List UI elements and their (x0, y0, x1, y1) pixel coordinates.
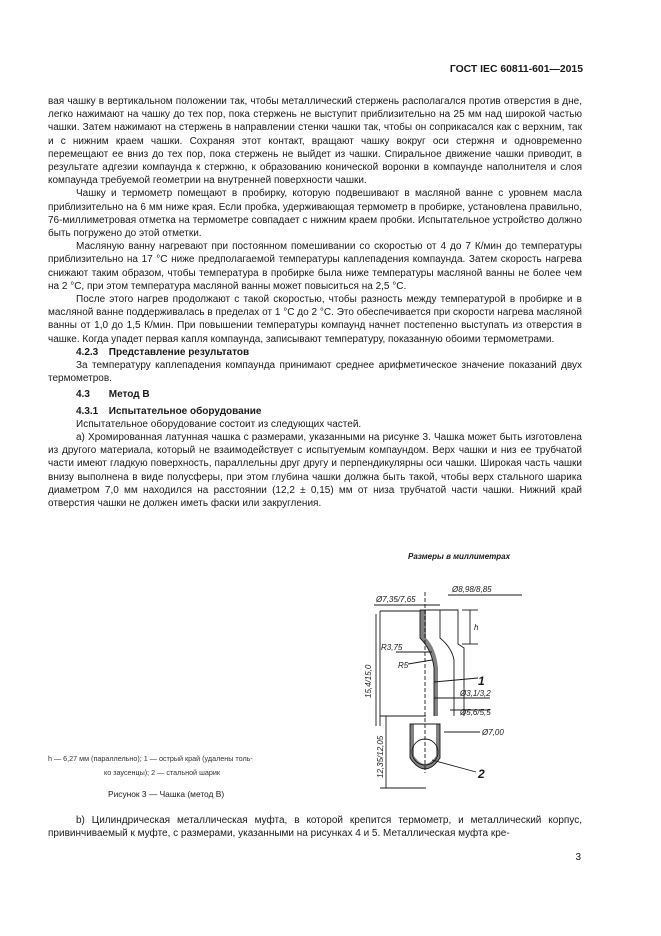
paragraph-item-a: а) Хромированная латунная чашка с размерами, указанными на рисунке 3. Чашка может быть изготовлена из другого материала, который не взаимодействует с испытуемым компаундом. Верх чашки и низ ее трубчатой части имеют гладкую поверхность, параллельны друг другу и перпендикулярны оси чашки. Широкая часть чашки внизу выполнена в виде полусферы, при этом глубина чашки должна быть такой, чтобы верх стального шарика диаметром 7,0 мм находился на расстоянии (12,2 ± 0,15) мм от низа трубчатой части чашки. Нижний край отверстия чашки не должен иметь фаски или закругления. (48, 432, 582, 510)
paragraph-results: За температуру каплепадения компаунда принимают среднее арифметическое значение показаний двух термометров. (48, 360, 582, 385)
dim-label: h (474, 623, 479, 632)
figure-legend (48, 752, 298, 780)
document-header: ГОСТ IEC 60811-601—2015 (449, 64, 583, 75)
page-number: 3 (575, 852, 581, 863)
paragraph-drop: После этого нагрев продолжают с такой скоростью, чтобы разность между температурой в пробирке и в масляной ванне поддерживалась в пределах от 1 °С до 2 °С. Это обеспечивается при скорости нагрева масляной ванны от 1,0 до 1,5 К/мин. При повышении температуры компаунд начнет постепенно выступать из отверстия в чашке. Когда упадет первая капля компаунда, записывают температуру, показанную обоими термометрами. (48, 294, 582, 345)
heading-4-3-1 (48, 405, 582, 418)
paragraph-continuation: вая чашку в вертикальном положении так, чтобы металлический стержень располагался против отверстия в дне, легко нажимают на чашку до тех пор, пока стержень не выступит приблизительно на 25 мм над широкой частью чашки. Затем нажимают на стержень в направлении стенки чашки так, чтобы он соприкасался как с верхним, так и с нижним краем чашки. Сохраняя этот контакт, вращают чашку вокруг оси стержня и одновременно перемещают ее вниз до тех пор, пока стержень не выйдет из чашки. Спиральное движение чашки приводит, в результате адгезии компаунда к стержню, к образованию конической воронки в компаунде наполнителя и слоя компаунда требуемой геометрии на внутренней поверхности чашки. (48, 96, 582, 187)
dim-label: Ø8,98/8,85 (452, 585, 492, 594)
leader-r2 (408, 660, 432, 664)
dim-label: R5 (398, 661, 409, 670)
paragraph-heating: Масляную ванну нагревают при постоянном помешивании со скоростью от 4 до 7 К/мин до температуры приблизительно на 17 °С ниже предполагаемой температуры каплепадения компаунда. Затем скорость нагрева снижают таким образом, чтобы температура в пробирке была ниже температуры масляной ванны не более чем на 2 °С, при этом температура масляной ванны может повыситься на 2,5 °С. (48, 241, 582, 292)
legend-line: h — 6,27 мм (параллельно); 1 — острый край (удалены толь- (48, 754, 253, 763)
callout-label: 2 (478, 767, 485, 781)
cup-drawing (340, 548, 580, 808)
dim-label: 15,4/15,0 (364, 664, 373, 698)
document-body (48, 95, 582, 510)
heading-number: 4.3.1 (76, 405, 99, 417)
dim-label: Ø7,00 (482, 728, 504, 737)
dim-label: R3,75 (381, 643, 403, 652)
paragraph-item-b: b) Цилиндрическая металлическая муфта, в которой крепится термометр, и металлический корпус, привинчиваемый к муфте, с размерами, указанными на рисунках 4 и 5. Металлическая муфта кре- (48, 815, 582, 840)
dim-label: Ø7,35/7,65 (376, 595, 416, 604)
dim-label: Ø5,6/5,5 (460, 708, 491, 717)
document-body-tail (48, 814, 582, 840)
figure-caption: Рисунок 3 — Чашка (метод В) (108, 789, 225, 799)
figure-units: Размеры в миллиметрах (408, 552, 511, 561)
heading-title: Метод В (108, 389, 150, 401)
heading-number: 4.2.3 (76, 346, 99, 358)
heading-4-2-3 (48, 346, 582, 359)
cup-outline-right (440, 610, 454, 716)
dim-label: Ø3,1/3,2 (460, 689, 491, 698)
heading-title: Испытательное оборудование (108, 405, 262, 417)
heading-4-3 (48, 388, 582, 401)
leader-2 (432, 760, 476, 772)
paragraph-thermometer: Чашку и термометр помещают в пробирку, которую подвешивают в масляной ванне с уровнем масла приблизительно на 6 мм ниже края. Если пробка, удерживающая термометр в пробирке, установлена правильно, 76-миллиметровая отметка на термометре совпадает с нижним краем пробки. Испытательное устройство должно быть погружено до этой отметки. (48, 188, 582, 240)
cup-wall-hatch (420, 610, 438, 716)
dim-label: 12,35/12,05 (376, 735, 385, 778)
paragraph-equipment-intro: Испытательное оборудование состоит из следующих частей. (76, 418, 362, 430)
legend-line: ко заусенцы); 2 — стальной шарик (104, 768, 220, 777)
cup-outline-outer (420, 610, 464, 716)
heading-number: 4.3 (76, 389, 90, 401)
leader-1 (434, 678, 478, 682)
callout-label: 1 (478, 674, 485, 688)
heading-title: Представление результатов (108, 346, 250, 358)
